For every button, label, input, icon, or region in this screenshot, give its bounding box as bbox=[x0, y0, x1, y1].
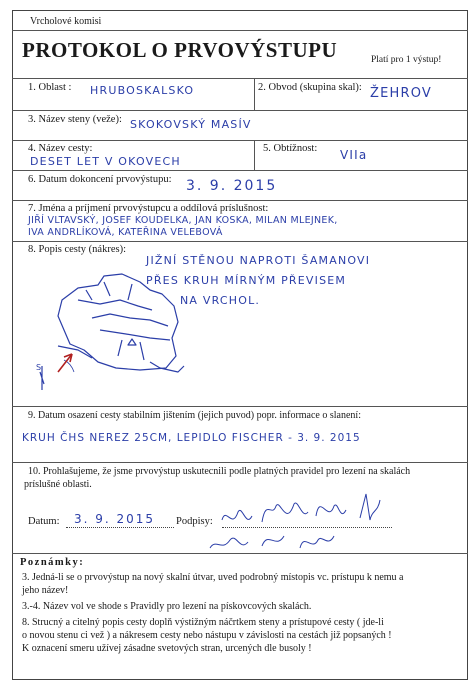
note-1: 3. Jedná-li se o prvovýstup na nový skalní útvar, uved podrobný místopis vc. prístupu k nemu a bbox=[22, 572, 404, 583]
prohlaseni-line-1: 10. Prohlašujeme, že jsme prvovýstup uskutecnili podle platných pravidel pro lezení na skalách bbox=[28, 466, 411, 477]
note-1-cont: jeho název! bbox=[22, 585, 69, 596]
stena-value: SKOKOVSKÝ MASÍV bbox=[130, 118, 252, 131]
page-title: PROTOKOL O PRVOVÝSTUPU bbox=[22, 38, 338, 62]
svg-text:S: S bbox=[36, 363, 42, 372]
popis-label: 8. Popis cesty (nákres): bbox=[28, 244, 126, 255]
jisteni-value: KRUH ČHS NEREZ 25CM, LEPIDLO FISCHER - 3. 9. 2015 bbox=[22, 432, 361, 444]
note-3: 8. Strucný a citelný popis cesty doplň výstižným náčrtkem steny a prístupové cesty ( jde-li bbox=[22, 617, 384, 628]
obvod-label: 2. Obvod (skupina skal): bbox=[258, 82, 362, 93]
valid-note: Platí pro 1 výstup! bbox=[371, 55, 442, 65]
obtiznost-value: VIIa bbox=[340, 148, 368, 162]
datum-value: 3. 9. 2015 bbox=[74, 512, 156, 526]
datum-dokonceni-label: 6. Datum dokoncení prvovýstupu: bbox=[28, 174, 172, 185]
note-3-cont-2: K oznacení smeru užívej zásadne svetových stran, urcených dle busoly ! bbox=[22, 643, 312, 654]
jisteni-label: 9. Datum osazení cesty stabilním jištením (jejich puvod) popr. informace o slanení: bbox=[28, 410, 361, 421]
cesta-label: 4. Název cesty: bbox=[28, 143, 93, 154]
notes-title: Poznámky: bbox=[20, 557, 85, 568]
obvod-value: ŽEHROV bbox=[370, 86, 433, 101]
jmena-label: 7. Jména a príjmení prvovýstupcu a oddílová príslušnost: bbox=[28, 203, 269, 214]
oblast-value: HRUBOSKALSKO bbox=[90, 84, 195, 97]
commission-label: Vrcholové komisi bbox=[30, 16, 102, 27]
podpisy-label: Podpisy: bbox=[176, 516, 213, 527]
oblast-label: 1. Oblast : bbox=[28, 82, 72, 93]
popis-line-2: PŘES KRUH MÍRNÝM PŘEVISEM bbox=[146, 274, 347, 287]
datum-label: Datum: bbox=[28, 516, 60, 527]
note-2: 3.-4. Název vol ve shode s Pravidly pro lezení na pískovcových skalách. bbox=[22, 601, 312, 612]
divider bbox=[12, 553, 468, 554]
prohlaseni-line-2: príslušné oblasti. bbox=[24, 479, 92, 490]
note-3-cont: o novou stenu ci vež ) a nákresem cesty nebo nástupu v závislosti na cestách již popsaných ! bbox=[22, 630, 392, 641]
jmena-line-1: JIŘÍ VLTAVSKÝ, JOSEF KOUDELKA, JAN KOSKA, MILAN MLEJNEK, bbox=[28, 215, 338, 226]
cesta-value: DESET LET V OKOVECH bbox=[30, 155, 181, 168]
datum-dokonceni-value: 3. 9. 2015 bbox=[186, 178, 278, 194]
obtiznost-label: 5. Obtížnost: bbox=[263, 143, 318, 154]
popis-line-1: JIŽNÍ STĚNOU NAPROTI ŠAMANOVI bbox=[146, 254, 371, 267]
stena-label: 3. Název steny (veže): bbox=[28, 114, 122, 125]
popis-line-3: NA VRCHOL. bbox=[180, 294, 261, 307]
jmena-line-2: IVA ANDRLÍKOVÁ, KATEŘINA VELEBOVÁ bbox=[28, 227, 223, 238]
